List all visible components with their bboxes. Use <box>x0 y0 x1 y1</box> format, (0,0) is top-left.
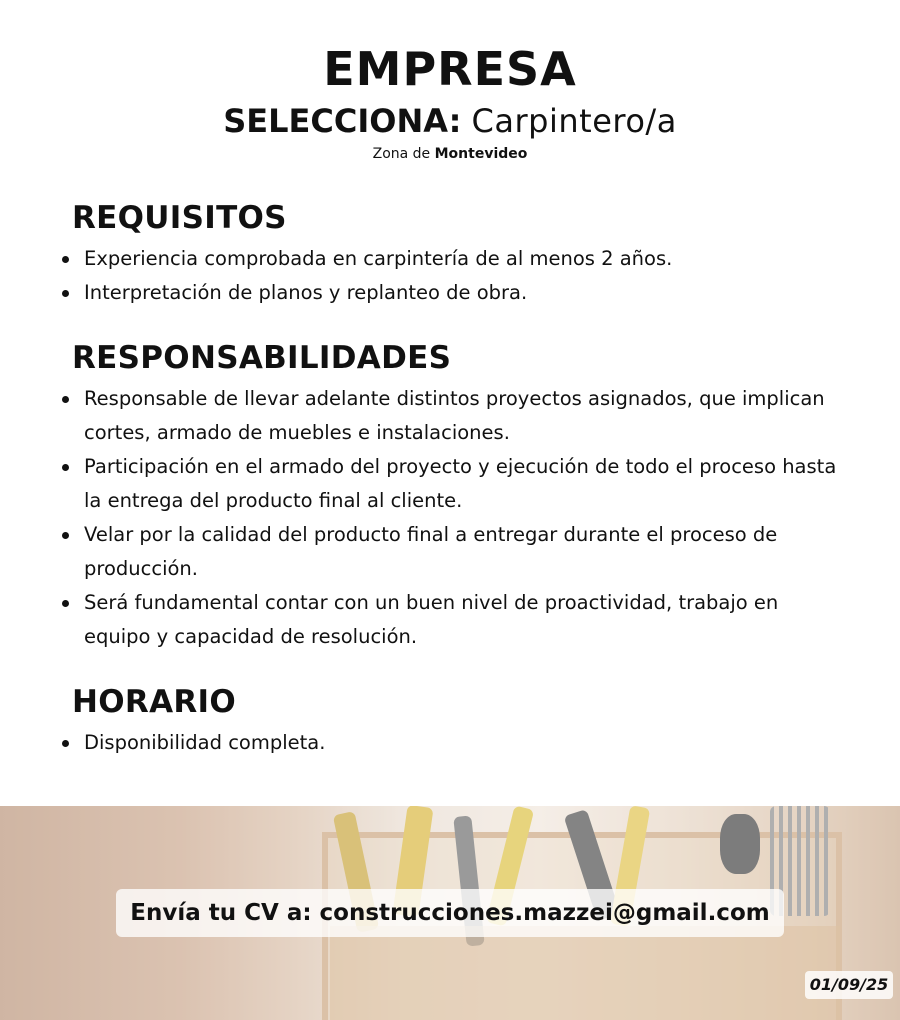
list-item: Participación en el armado del proyecto y ejecución de todo el proceso hasta la entrega del producto final al cliente. <box>60 450 850 518</box>
subtitle-label: SELECCIONA: <box>223 102 462 140</box>
horario-section <box>0 682 900 760</box>
list-item: Será fundamental contar con un buen nivel de proactividad, trabajo en equipo y capacidad de resolución. <box>60 586 850 654</box>
job-subtitle <box>0 100 900 142</box>
list-item: Responsable de llevar adelante distintos proyectos asignados, que implican cortes, armado de muebles e instalaciones. <box>60 382 850 450</box>
list-item: Interpretación de planos y replanteo de obra. <box>60 276 850 310</box>
date-badge: 01/09/25 <box>805 971 893 999</box>
company-title: EMPRESA <box>323 42 577 96</box>
responsabilidades-list <box>60 382 850 654</box>
list-item: Experiencia comprobada en carpintería de al menos 2 años. <box>60 242 850 276</box>
header <box>0 0 900 162</box>
zone-line <box>0 146 900 162</box>
requisitos-list <box>60 242 850 310</box>
responsabilidades-heading: RESPONSABILIDADES <box>72 340 452 376</box>
cv-email-banner: Envía tu CV a: construcciones.mazzei@gmail.com <box>116 889 784 937</box>
responsabilidades-section <box>0 338 900 654</box>
horario-heading: HORARIO <box>72 684 237 720</box>
list-item: Disponibilidad completa. <box>60 726 850 760</box>
zone-name: Montevideo <box>434 146 528 162</box>
horario-list <box>60 726 850 760</box>
list-item: Velar por la calidad del producto final a entregar durante el proceso de producción. <box>60 518 850 586</box>
requisitos-section <box>0 198 900 310</box>
zone-prefix: Zona de <box>372 146 431 162</box>
requisitos-heading: REQUISITOS <box>72 200 287 236</box>
job-role: Carpintero/a <box>471 102 677 140</box>
